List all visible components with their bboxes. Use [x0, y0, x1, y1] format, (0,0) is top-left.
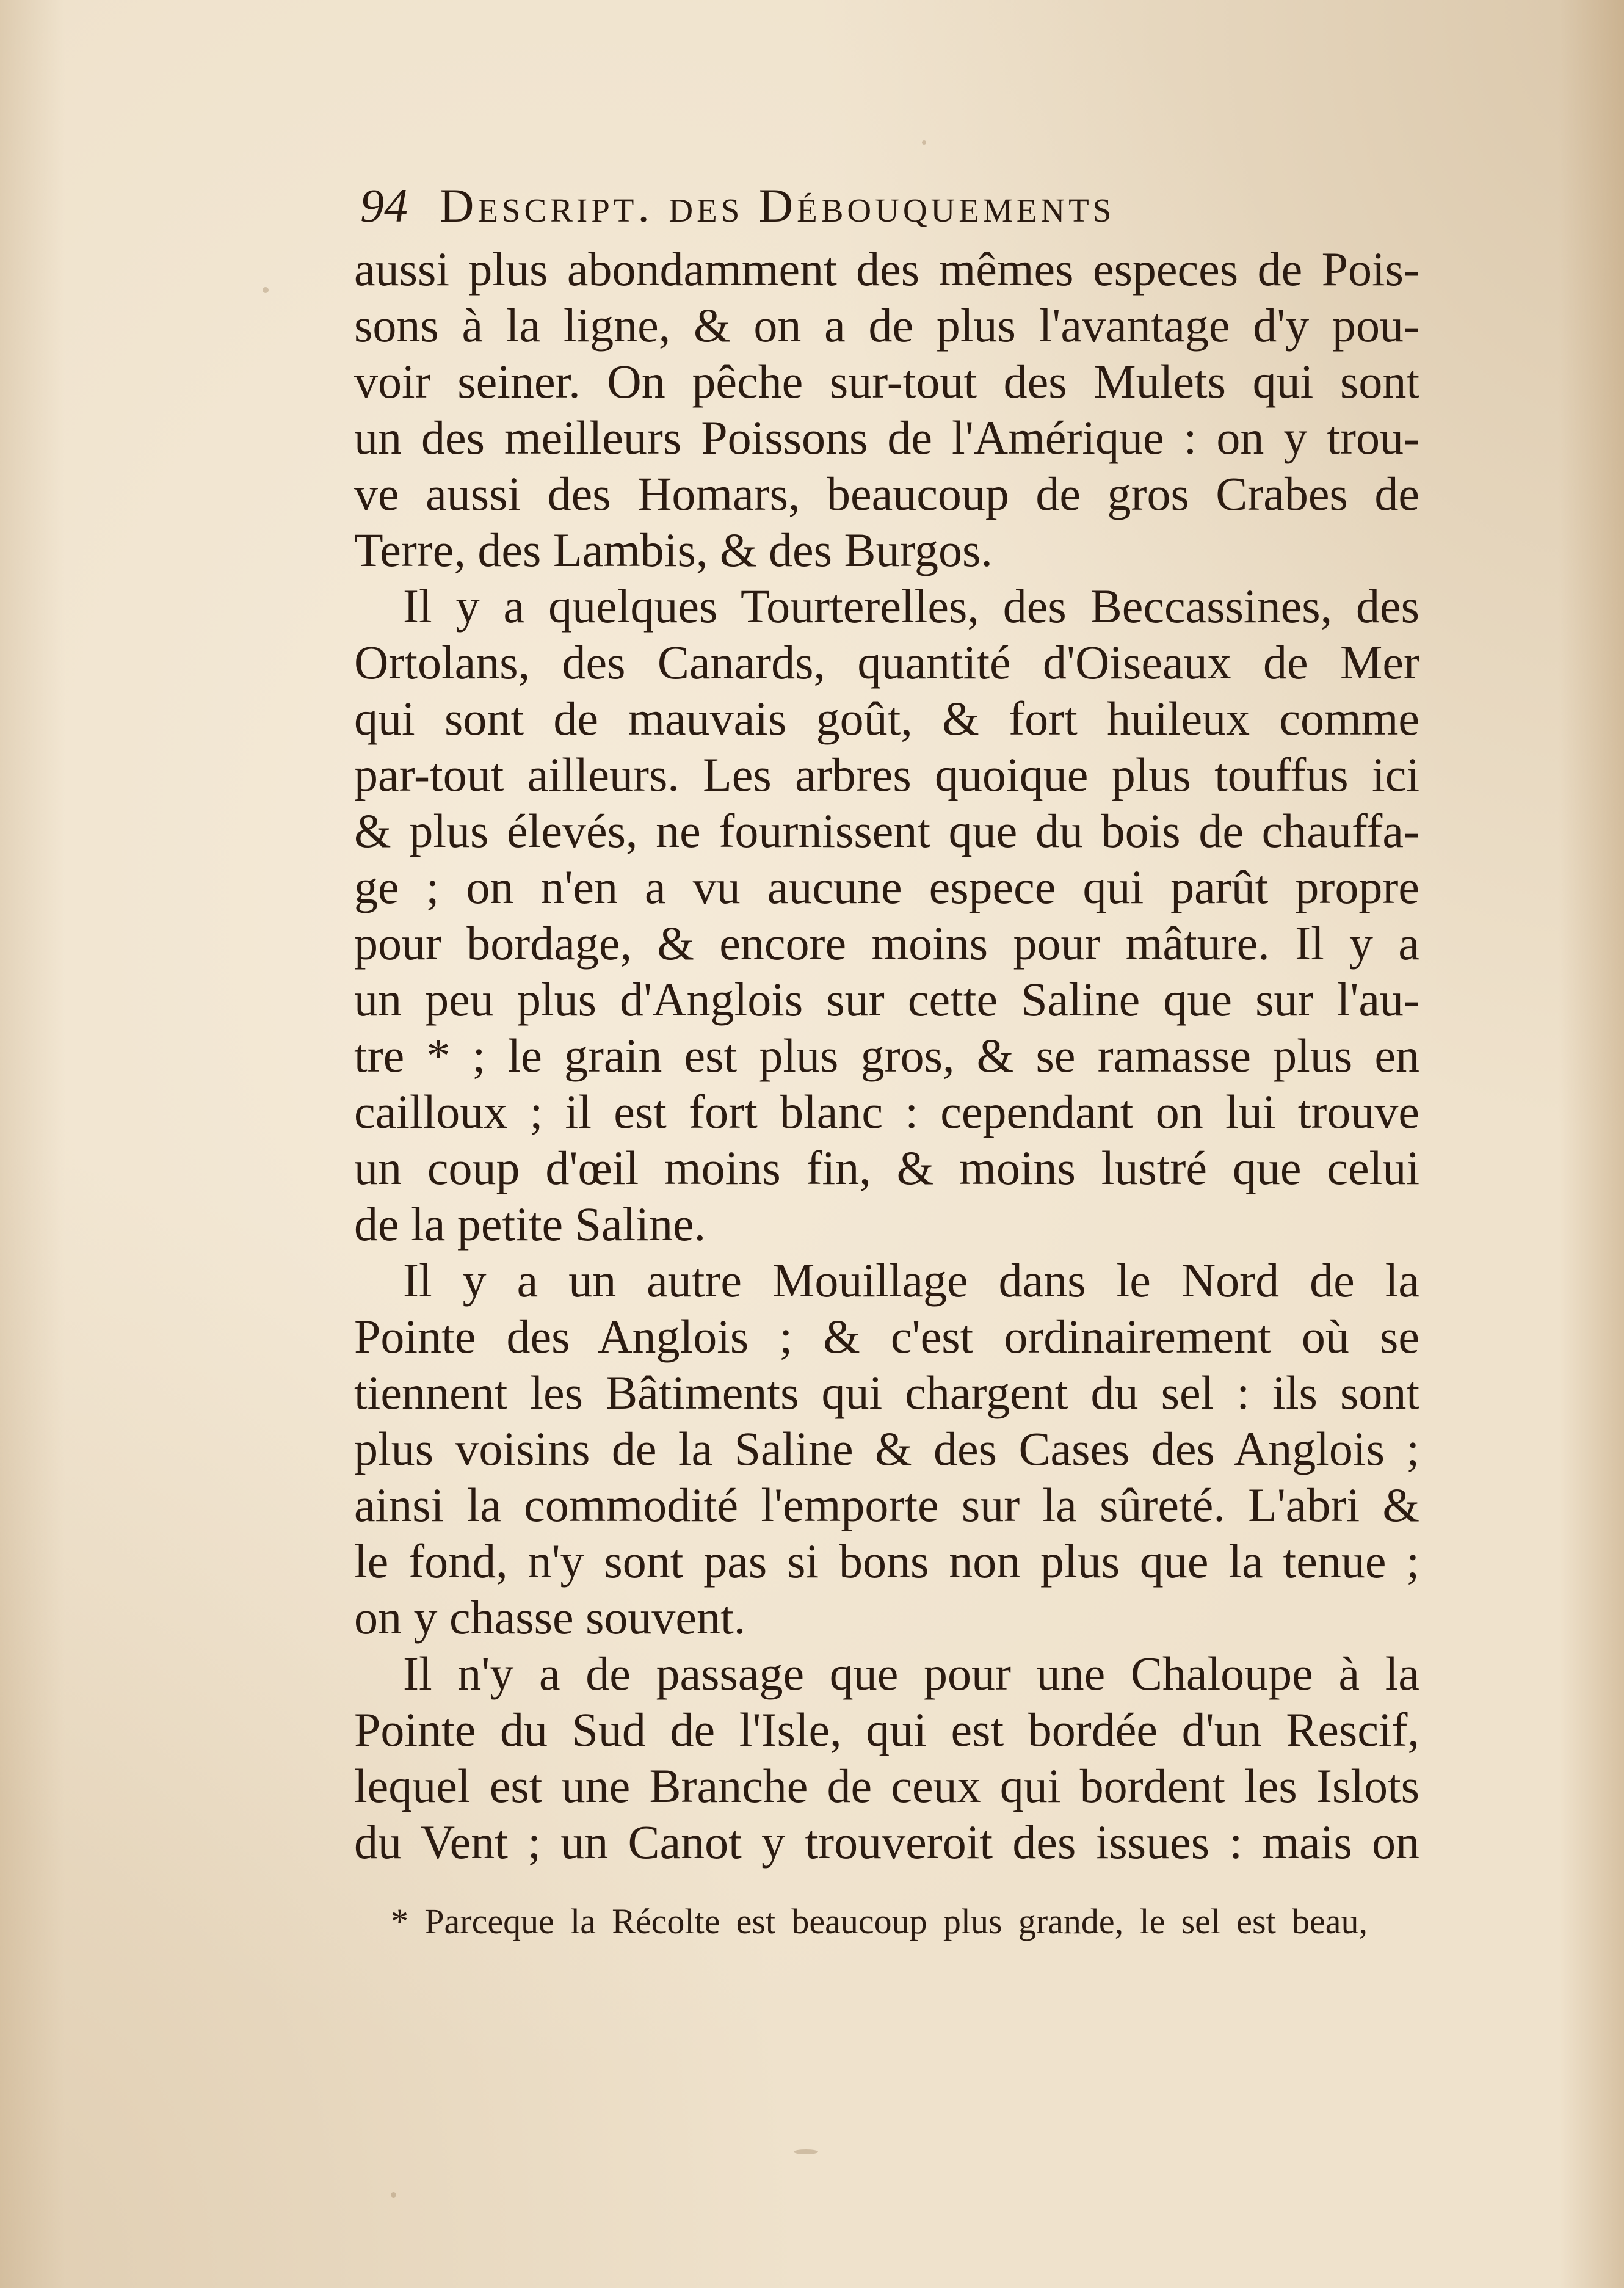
text-line: un des meilleurs Poissons de l'Amérique : on y trou-: [354, 411, 1419, 464]
text-line: on y chasse souvent.: [354, 1591, 746, 1644]
foxing-spot: [922, 140, 926, 145]
text-line: sons à la ligne, & on a de plus l'avantage d'y pou-: [354, 299, 1419, 352]
foxing-spot: [794, 2149, 818, 2154]
text-line: un coup d'œil moins fin, & moins lustré que celui: [354, 1141, 1419, 1194]
text-line: Il n'y a de passage que pour une Chaloupe à la: [403, 1647, 1419, 1700]
text-line: qui sont de mauvais goût, & fort huileux comme: [354, 692, 1419, 745]
text-line: tiennent les Bâtiments qui chargent du sel : ils sont: [354, 1366, 1419, 1419]
foxing-spot: [391, 2192, 396, 2198]
text-line: & plus élevés, ne fournissent que du bois de chauffa-: [354, 804, 1419, 857]
text-line: tre * ; le grain est plus gros, & se ramasse plus en: [354, 1029, 1419, 1082]
text-line: Il y a un autre Mouillage dans le Nord de la: [403, 1254, 1419, 1307]
text-line: Il y a quelques Tourterelles, des Beccassines, des: [403, 579, 1419, 633]
footnote: * Parceque la Récolte est beaucoup plus grande, le sel est beau,: [391, 1901, 1368, 1941]
running-head: Descript. des Débouquements: [440, 179, 1115, 232]
text-line: par-tout ailleurs. Les arbres quoique plus touffus ici: [354, 748, 1419, 801]
page-number: 94: [360, 179, 408, 232]
text-line: Pointe du Sud de l'Isle, qui est bordée d'un Rescif,: [354, 1703, 1419, 1756]
text-line: du Vent ; un Canot y trouveroit des issues : mais on: [354, 1815, 1419, 1869]
text-line: Pointe des Anglois ; & c'est ordinairement où se: [354, 1310, 1419, 1363]
body-text: [354, 241, 1419, 1870]
foxing-spot: [263, 287, 269, 293]
text-line: ge ; on n'en a vu aucune espece qui parût propre: [354, 860, 1419, 913]
text-line: le fond, n'y sont pas si bons non plus que la tenue ;: [354, 1534, 1419, 1588]
page-header: [360, 178, 1337, 252]
text-line: cailloux ; il est fort blanc : cependant on lui trouve: [354, 1085, 1419, 1138]
text-line: voir seiner. On pêche sur-tout des Mulets qui sont: [354, 355, 1419, 408]
text-line: ainsi la commodité l'emporte sur la sûreté. L'abri &: [354, 1478, 1419, 1531]
text-line: pour bordage, & encore moins pour mâture. Il y a: [354, 917, 1419, 970]
text-line: de la petite Saline.: [354, 1197, 706, 1251]
text-line: Ortolans, des Canards, quantité d'Oiseaux de Mer: [354, 636, 1419, 689]
text-line: ve aussi des Homars, beaucoup de gros Crabes de: [354, 467, 1419, 520]
text-line: un peu plus d'Anglois sur cette Saline que sur l'au-: [354, 973, 1419, 1026]
text-line: lequel est une Branche de ceux qui bordent les Islots: [354, 1759, 1419, 1812]
text-line: Terre, des Lambis, & des Burgos.: [354, 523, 993, 576]
text-line: aussi plus abondamment des mêmes especes de Pois-: [354, 242, 1419, 296]
text-line: plus voisins de la Saline & des Cases des Anglois ;: [354, 1422, 1419, 1475]
